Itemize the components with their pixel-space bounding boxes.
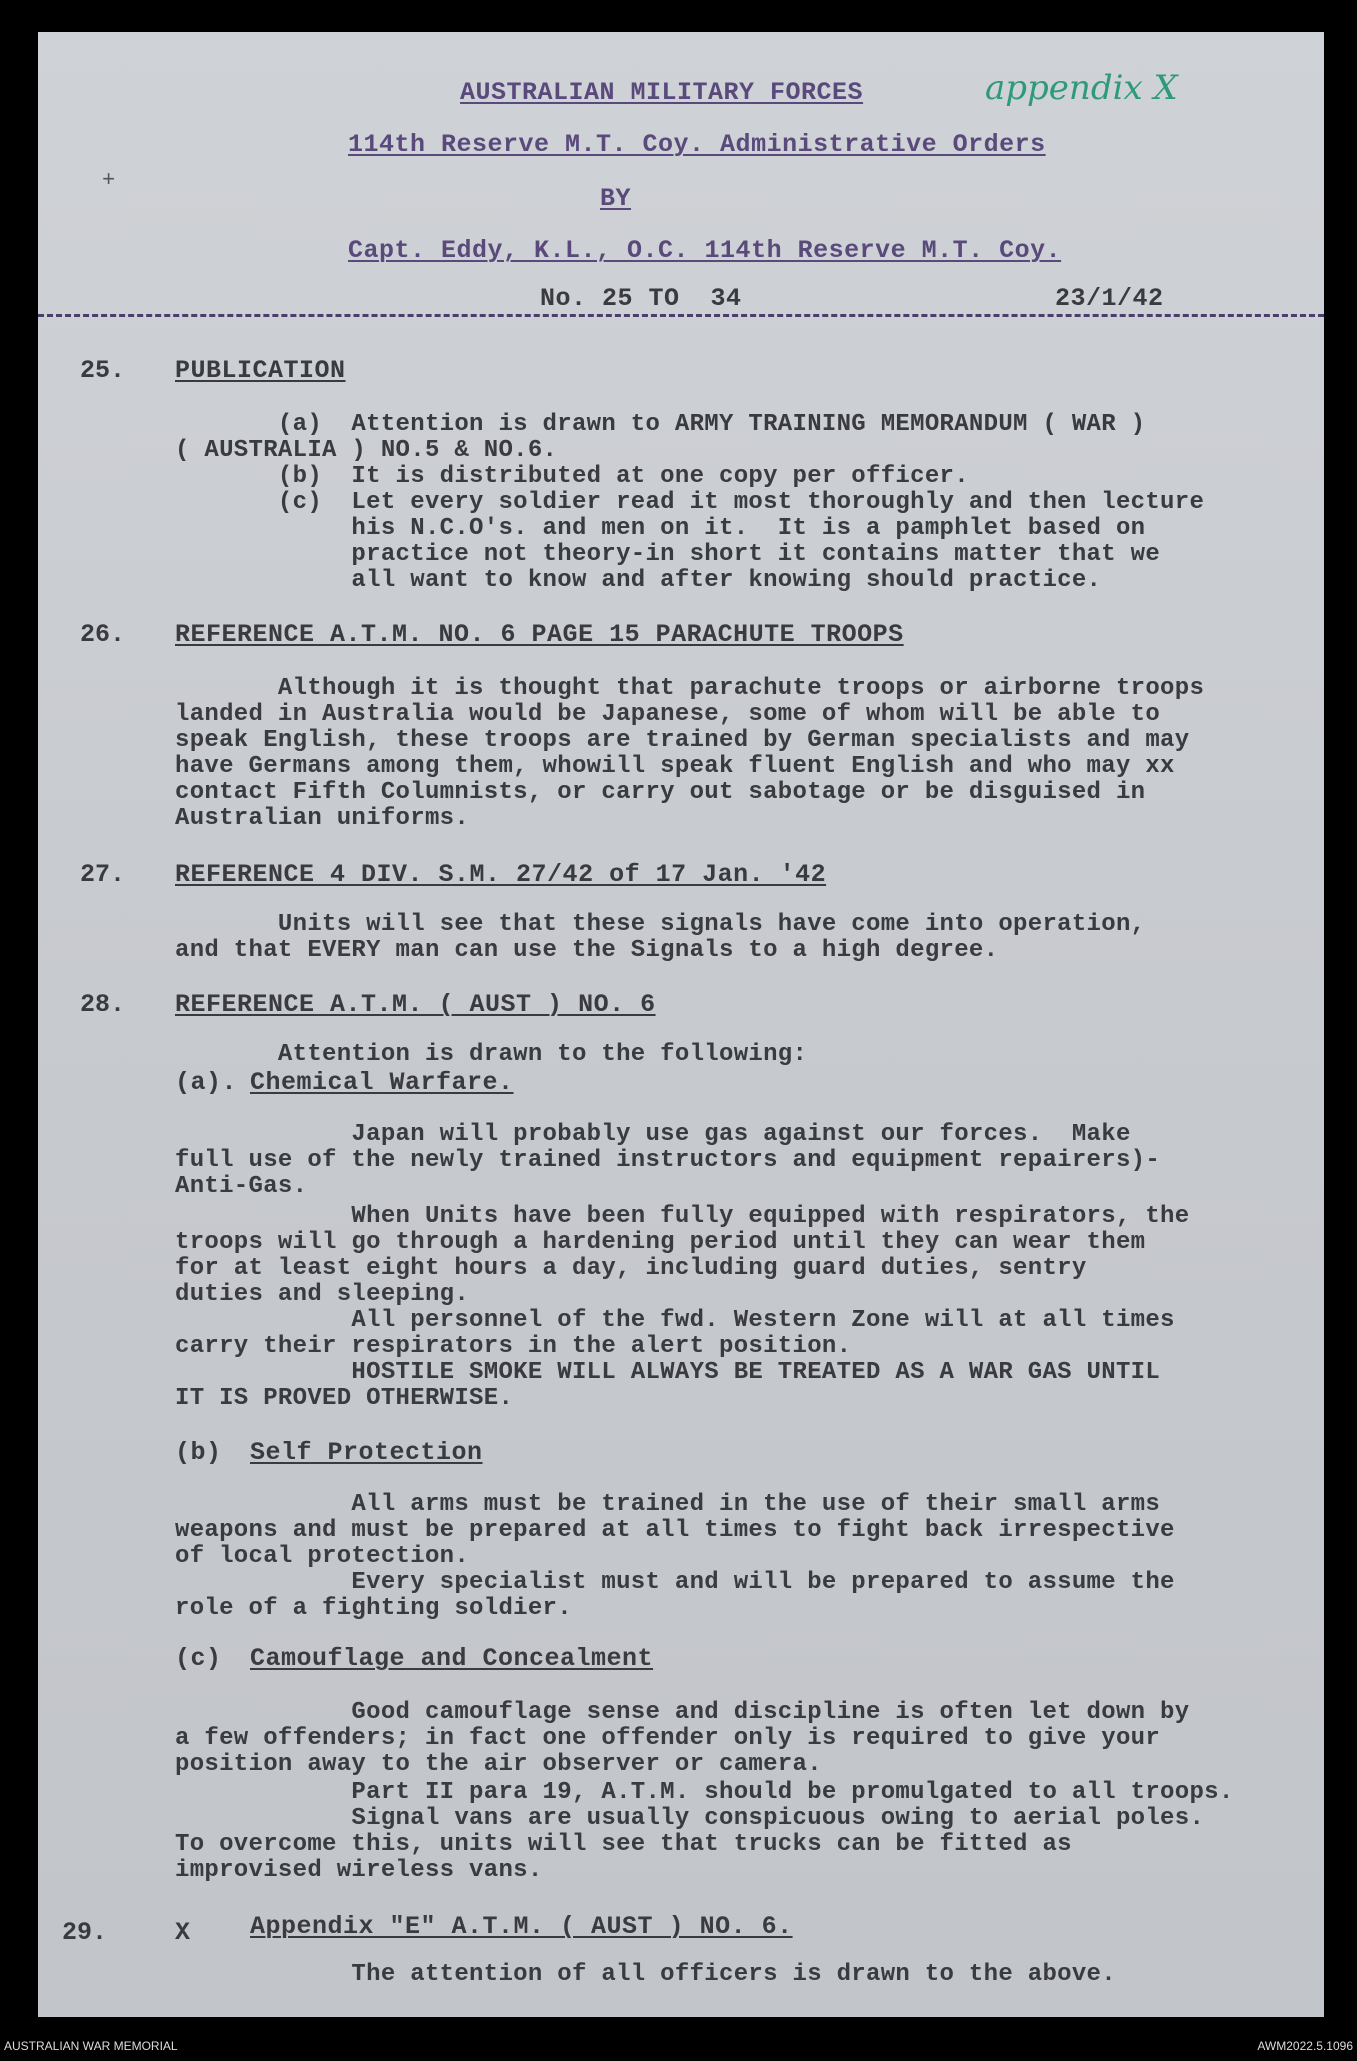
section-number: 25. (80, 356, 126, 385)
section-title: REFERENCE A.T.M. ( AUST ) NO. 6 (175, 990, 656, 1019)
header-divider (38, 314, 1324, 317)
section-line: (c) Let every soldier read it most thoroughly and then lecture (175, 489, 1205, 516)
section-number: 27. (80, 860, 126, 889)
section-line: Part II para 19, A.T.M. should be promulgated to all troops. (175, 1779, 1234, 1806)
header-by: BY (600, 184, 632, 213)
section-line: and that EVERY man can use the Signals to a high degree. (175, 937, 999, 964)
section-title: Appendix "E" A.T.M. ( AUST ) NO. 6. (250, 1912, 793, 1941)
section-line: landed in Australia would be Japanese, some of whom will be able to (175, 701, 1161, 728)
header-officer: Capt. Eddy, K.L., O.C. 114th Reserve M.T. Coy. (348, 236, 1062, 265)
section-title: PUBLICATION (175, 356, 346, 385)
section-line: HOSTILE SMOKE WILL ALWAYS BE TREATED AS A WAR GAS UNTIL (175, 1359, 1161, 1386)
section-line: To overcome this, units will see that trucks can be fitted as (175, 1831, 1072, 1858)
footer-source: AUSTRALIAN WAR MEMORIAL (4, 2039, 178, 2053)
handwritten-note: appendix X (985, 68, 1178, 108)
section-line: contact Fifth Columnists, or carry out sabotage or be disguised in (175, 779, 1146, 806)
section-line: IT IS PROVED OTHERWISE. (175, 1385, 514, 1412)
section-line: Attention is drawn to the following: (175, 1041, 808, 1068)
section-line: of local protection. (175, 1543, 470, 1570)
section-line: a few offenders; in fact one offender only is required to give your (175, 1725, 1161, 1752)
order-date: 23/1/42 (1055, 284, 1164, 313)
section-line: All personnel of the fwd. Western Zone will at all times (175, 1307, 1175, 1334)
section-line: weapons and must be prepared at all times to fight back irrespective (175, 1517, 1175, 1544)
section-line: full use of the newly trained instructors and equipment repairers)- (175, 1147, 1161, 1174)
section-line: Good camouflage sense and discipline is often let down by (175, 1699, 1190, 1726)
section-line: Although it is thought that parachute troops or airborne troops (175, 675, 1205, 702)
section-line: speak English, these troops are trained by German specialists and may (175, 727, 1190, 754)
section-number: 26. (80, 620, 126, 649)
section-number: 28. (80, 990, 126, 1019)
section-line: all want to know and after knowing should practice. (175, 567, 1102, 594)
section-line: role of a fighting soldier. (175, 1595, 572, 1622)
section-line: ( AUSTRALIA ) NO.5 & NO.6. (175, 437, 558, 464)
section-number: 29. (62, 1918, 108, 1947)
subsection-label: (b) (175, 1438, 222, 1467)
section-line: practice not theory-in short it contains matter that we (175, 541, 1161, 568)
section-line: Anti-Gas. (175, 1173, 308, 1200)
section-line: Australian uniforms. (175, 805, 470, 832)
section-line: his N.C.O's. and men on it. It is a pamphlet based on (175, 515, 1146, 542)
section-line: (a) Attention is drawn to ARMY TRAINING MEMORANDUM ( WAR ) (175, 411, 1146, 438)
section-line: position away to the air observer or camera. (175, 1751, 822, 1778)
section-line: carry their respirators in the alert position. (175, 1333, 852, 1360)
section-line: The attention of all officers is drawn to the above. (175, 1961, 1116, 1988)
margin-mark: + (102, 168, 116, 193)
section-line: duties and sleeping. (175, 1281, 470, 1308)
section-line: Japan will probably use gas against our forces. Make (175, 1121, 1131, 1148)
margin-x-mark: X (175, 1918, 191, 1947)
header-title: AUSTRALIAN MILITARY FORCES (460, 78, 864, 107)
footer-id: AWM2022.5.1096 (1257, 2039, 1353, 2053)
section-line: Every specialist must and will be prepared to assume the (175, 1569, 1175, 1596)
section-title: REFERENCE A.T.M. NO. 6 PAGE 15 PARACHUTE TROOPS (175, 620, 904, 649)
subsection-label: (a). (175, 1068, 238, 1097)
subsection-title: Chemical Warfare. (250, 1068, 514, 1097)
section-line: Signal vans are usually conspicuous owing to aerial poles. (175, 1805, 1205, 1832)
subsection-title: Self Protection (250, 1438, 483, 1467)
section-line: for at least eight hours a day, including guard duties, sentry (175, 1255, 1087, 1282)
section-line: troops will go through a hardening period until they can wear them (175, 1229, 1146, 1256)
subsection-label: (c) (175, 1644, 222, 1673)
section-line: (b) It is distributed at one copy per officer. (175, 463, 969, 490)
header-unit: 114th Reserve M.T. Coy. Administrative Orders (348, 130, 1046, 159)
subsection-title: Camouflage and Concealment (250, 1644, 654, 1673)
section-title: REFERENCE 4 DIV. S.M. 27/42 of 17 Jan. '42 (175, 860, 827, 889)
section-line: All arms must be trained in the use of their small arms (175, 1491, 1161, 1518)
section-line: have Germans among them, whowill speak fluent English and who may xx (175, 753, 1175, 780)
section-line: improvised wireless vans. (175, 1857, 543, 1884)
order-numbers: No. 25 TO 34 (540, 284, 742, 313)
section-line: When Units have been fully equipped with respirators, the (175, 1203, 1190, 1230)
section-line: Units will see that these signals have come into operation, (175, 911, 1146, 938)
